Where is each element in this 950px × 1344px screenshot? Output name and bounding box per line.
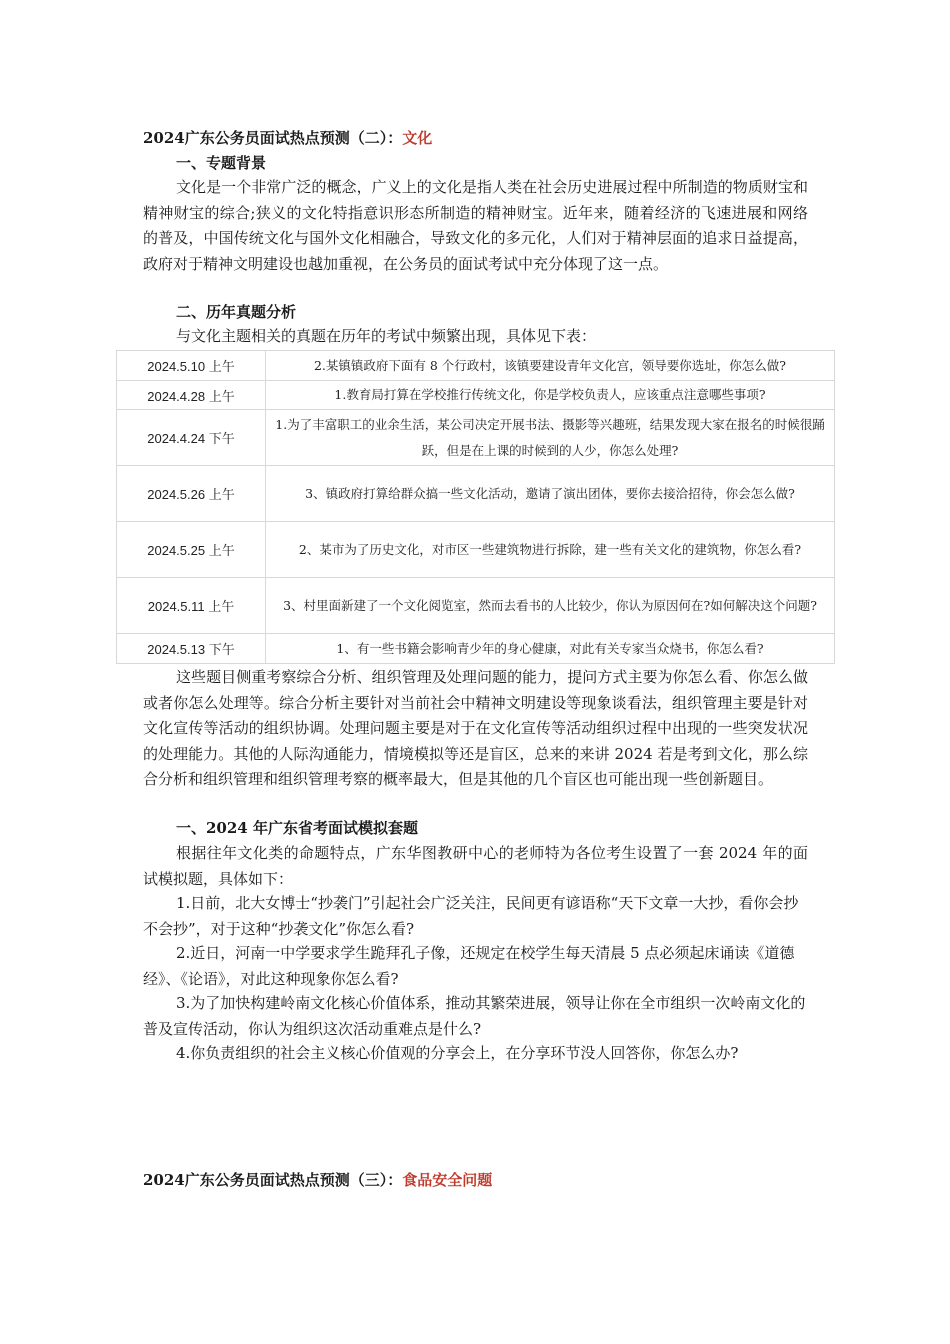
next-section-title-topic: 食品安全问题	[402, 1171, 493, 1189]
next-section-title-prefix: 2024广东公务员面试热点预测（三）：	[143, 1171, 403, 1189]
table-cell-question: 1.教育局打算在学校推行传统文化，你是学校负责人，应该重点注意哪些事项?	[266, 381, 835, 410]
table-cell-question: 1.为了丰富职工的业余生活，某公司决定开展书法、摄影等兴趣班，结果发现大家在报名的时候很踊跃，但是在上课的时候到的人少，你怎么处理?	[266, 410, 835, 466]
table-row	[117, 351, 835, 381]
heading-mock-questions: 一、2024 年广东省考面试模拟套题	[176, 819, 418, 837]
mock-question-item: 3.为了加快构建岭南文化核心价值体系，推动其繁荣进展，领导让你在全市组织一次岭南文化的普及宣传活动，你认为组织这次活动重难点是什么?	[143, 994, 806, 1038]
section-title-prefix: 2024广东公务员面试热点预测（二）：	[143, 129, 403, 147]
next-section-title	[143, 1168, 492, 1192]
table-cell-date: 2024.5.25 上午	[117, 522, 266, 578]
section-title-topic: 文化	[402, 129, 433, 147]
background-paragraph: 文化是一个非常广泛的概念，广义上的文化是指人类在社会历史进展过程中所制造的物质财宝和精神财宝的综合;狭义的文化特指意识形态所制造的精神财宝。近年来，随着经济的飞速进展和网络的普及，中国传统文化与国外文化相融合，导致文化的多元化，人们对于精神层面的追求日益提高，政府对于精神文明建设也越加重视，在公务员的面试考试中充分体现了这一点。	[143, 178, 808, 273]
table-cell-question: 3、村里面新建了一个文化阅览室，然而去看书的人比较少，你认为原因何在?如何解决这个问题?	[266, 578, 835, 634]
exam-questions-table	[116, 350, 835, 664]
table-row	[117, 578, 835, 634]
table-cell-question: 2.某镇镇政府下面有 8 个行政村，该镇要建设青年文化宫，领导要你选址，你怎么做?	[266, 351, 835, 381]
analysis-intro: 与文化主题相关的真题在历年的考试中频繁出现，具体见下表：	[176, 327, 597, 345]
table-cell-date: 2024.4.28 上午	[117, 381, 266, 410]
table-cell-date: 2024.5.26 上午	[117, 466, 266, 522]
table-cell-question: 2、某市为了历史文化，对市区一些建筑物进行拆除，建一些有关文化的建筑物，你怎么看?	[266, 522, 835, 578]
mock-question-item: 2.近日，河南一中学要求学生跪拜孔子像，还规定在校学生每天清晨 5 点必须起床诵读《道德经》、《论语》，对此这种现象你怎么看?	[143, 944, 795, 988]
table-cell-question: 3、镇政府打算给群众搞一些文化活动，邀请了演出团体，要你去接洽招待，你会怎么做?	[266, 466, 835, 522]
table-row	[117, 466, 835, 522]
table-row	[117, 410, 835, 466]
table-row	[117, 381, 835, 410]
table-cell-question: 1、有一些书籍会影响青少年的身心健康，对此有关专家当众烧书，你怎么看?	[266, 634, 835, 664]
heading-analysis: 二、历年真题分析	[176, 303, 297, 321]
analysis-paragraph: 这些题目侧重考察综合分析、组织管理及处理问题的能力，提问方式主要为你怎么看、你怎么做或者你怎么处理等。综合分析主要针对当前社会中精神文明建设等现象谈看法，组织管理主要是针对文化宣传等活动的组织协调。处理问题主要是对于在文化宣传等活动组织过程中出现的一些突发状况的处理能力。其他的人际沟通能力，情境模拟等还是盲区，总来的来讲 2024 若是考到文化，那么综合分析和组织管理和组织管理考察的概率最大，但是其他的几个盲区也可能出现一些创新题目。	[143, 668, 808, 788]
table-cell-date: 2024.5.11 上午	[117, 578, 266, 634]
section-title	[143, 126, 432, 150]
mock-question-item: 1.日前，北大女博士“抄袭门”引起社会广泛关注，民间更有谚语称“天下文章一大抄，看你会抄不会抄”，对于这种“抄袭文化”你怎么看?	[143, 894, 799, 938]
mock-question-item: 4.你负责组织的社会主义核心价值观的分享会上，在分享环节没人回答你，你怎么办?	[176, 1044, 739, 1062]
table-row	[117, 634, 835, 664]
heading-background: 一、专题背景	[176, 154, 267, 172]
table-cell-date: 2024.5.10 上午	[117, 351, 266, 381]
table-cell-date: 2024.5.13 下午	[117, 634, 266, 664]
table-cell-date: 2024.4.24 下午	[117, 410, 266, 466]
mock-intro: 根据往年文化类的命题特点，广东华图教研中心的老师特为各位考生设置了一套 2024 年的面试模拟题，具体如下：	[143, 844, 808, 888]
table-row	[117, 522, 835, 578]
